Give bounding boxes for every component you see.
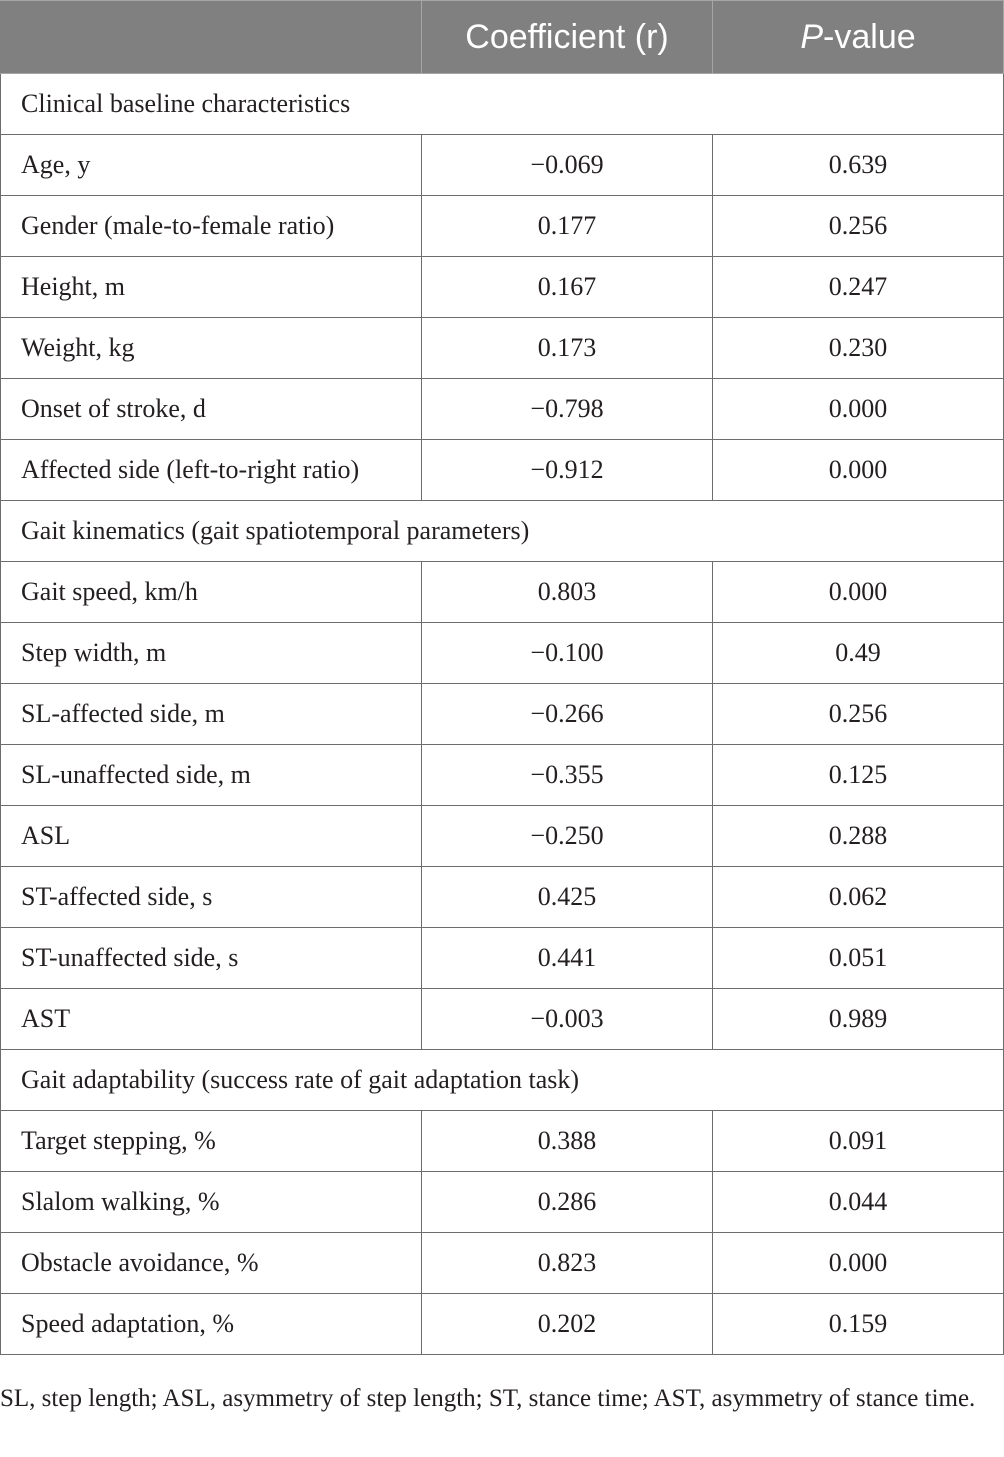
row-label: Gait speed, km/h — [1, 562, 422, 623]
row-coefficient: 0.286 — [422, 1172, 713, 1233]
row-p-value: 0.091 — [713, 1111, 1004, 1172]
row-coefficient: −0.355 — [422, 745, 713, 806]
row-p-value: 0.000 — [713, 1233, 1004, 1294]
table-row — [1, 562, 1004, 623]
row-p-value: 0.051 — [713, 928, 1004, 989]
table-row — [1, 257, 1004, 318]
row-p-value: 0.639 — [713, 135, 1004, 196]
row-label: Target stepping, % — [1, 1111, 422, 1172]
row-p-value: 0.256 — [713, 684, 1004, 745]
row-label: Step width, m — [1, 623, 422, 684]
section-row — [1, 74, 1004, 135]
row-coefficient: 0.202 — [422, 1294, 713, 1355]
row-coefficient: −0.798 — [422, 379, 713, 440]
table-body — [1, 74, 1004, 1355]
row-coefficient: 0.177 — [422, 196, 713, 257]
row-p-value: 0.256 — [713, 196, 1004, 257]
table-row — [1, 989, 1004, 1050]
row-coefficient: −0.069 — [422, 135, 713, 196]
row-label: Gender (male-to-female ratio) — [1, 196, 422, 257]
row-coefficient: −0.912 — [422, 440, 713, 501]
row-coefficient: 0.167 — [422, 257, 713, 318]
row-label: ST-affected side, s — [1, 867, 422, 928]
header-p-italic: P — [800, 17, 824, 56]
row-label: SL-unaffected side, m — [1, 745, 422, 806]
row-p-value: 0.159 — [713, 1294, 1004, 1355]
row-p-value: 0.000 — [713, 379, 1004, 440]
table-row — [1, 318, 1004, 379]
row-label: Age, y — [1, 135, 422, 196]
row-coefficient: −0.100 — [422, 623, 713, 684]
table-row — [1, 1172, 1004, 1233]
row-label: AST — [1, 989, 422, 1050]
row-label: Slalom walking, % — [1, 1172, 422, 1233]
table-row — [1, 745, 1004, 806]
row-coefficient: 0.803 — [422, 562, 713, 623]
header-p-rest: -value — [823, 17, 916, 56]
header-row — [1, 1, 1004, 74]
row-p-value: 0.062 — [713, 867, 1004, 928]
row-coefficient: −0.003 — [422, 989, 713, 1050]
section-title: Clinical baseline characteristics — [1, 74, 1004, 135]
row-label: Obstacle avoidance, % — [1, 1233, 422, 1294]
table-row — [1, 623, 1004, 684]
row-coefficient: −0.266 — [422, 684, 713, 745]
row-coefficient: −0.250 — [422, 806, 713, 867]
row-label: ASL — [1, 806, 422, 867]
header-blank-cell — [1, 1, 422, 74]
table-row — [1, 1111, 1004, 1172]
row-label: Weight, kg — [1, 318, 422, 379]
row-p-value: 0.288 — [713, 806, 1004, 867]
section-title: Gait adaptability (success rate of gait adaptation task) — [1, 1050, 1004, 1111]
row-p-value: 0.044 — [713, 1172, 1004, 1233]
header-p-value — [713, 1, 1004, 74]
row-label: Height, m — [1, 257, 422, 318]
row-p-value: 0.49 — [713, 623, 1004, 684]
table-row — [1, 684, 1004, 745]
table-row — [1, 379, 1004, 440]
row-p-value: 0.125 — [713, 745, 1004, 806]
table-row — [1, 806, 1004, 867]
row-coefficient: 0.823 — [422, 1233, 713, 1294]
table-row — [1, 928, 1004, 989]
row-coefficient: 0.173 — [422, 318, 713, 379]
row-coefficient: 0.425 — [422, 867, 713, 928]
section-row — [1, 501, 1004, 562]
table-row — [1, 196, 1004, 257]
table-row — [1, 1233, 1004, 1294]
row-label: Speed adaptation, % — [1, 1294, 422, 1355]
row-p-value: 0.989 — [713, 989, 1004, 1050]
row-p-value: 0.000 — [713, 440, 1004, 501]
table-row — [1, 440, 1004, 501]
table-row — [1, 135, 1004, 196]
row-label: ST-unaffected side, s — [1, 928, 422, 989]
row-label: Affected side (left-to-right ratio) — [1, 440, 422, 501]
row-p-value: 0.247 — [713, 257, 1004, 318]
section-row — [1, 1050, 1004, 1111]
table-row — [1, 867, 1004, 928]
row-p-value: 0.230 — [713, 318, 1004, 379]
row-coefficient: 0.388 — [422, 1111, 713, 1172]
section-title: Gait kinematics (gait spatiotemporal parameters) — [1, 501, 1004, 562]
header-coefficient: Coefficient (r) — [422, 1, 713, 74]
row-label: Onset of stroke, d — [1, 379, 422, 440]
table-footnote: SL, step length; ASL, asymmetry of step length; ST, stance time; AST, asymmetry of stance time. — [0, 1385, 976, 1412]
row-coefficient: 0.441 — [422, 928, 713, 989]
row-label: SL-affected side, m — [1, 684, 422, 745]
row-p-value: 0.000 — [713, 562, 1004, 623]
table-row — [1, 1294, 1004, 1355]
